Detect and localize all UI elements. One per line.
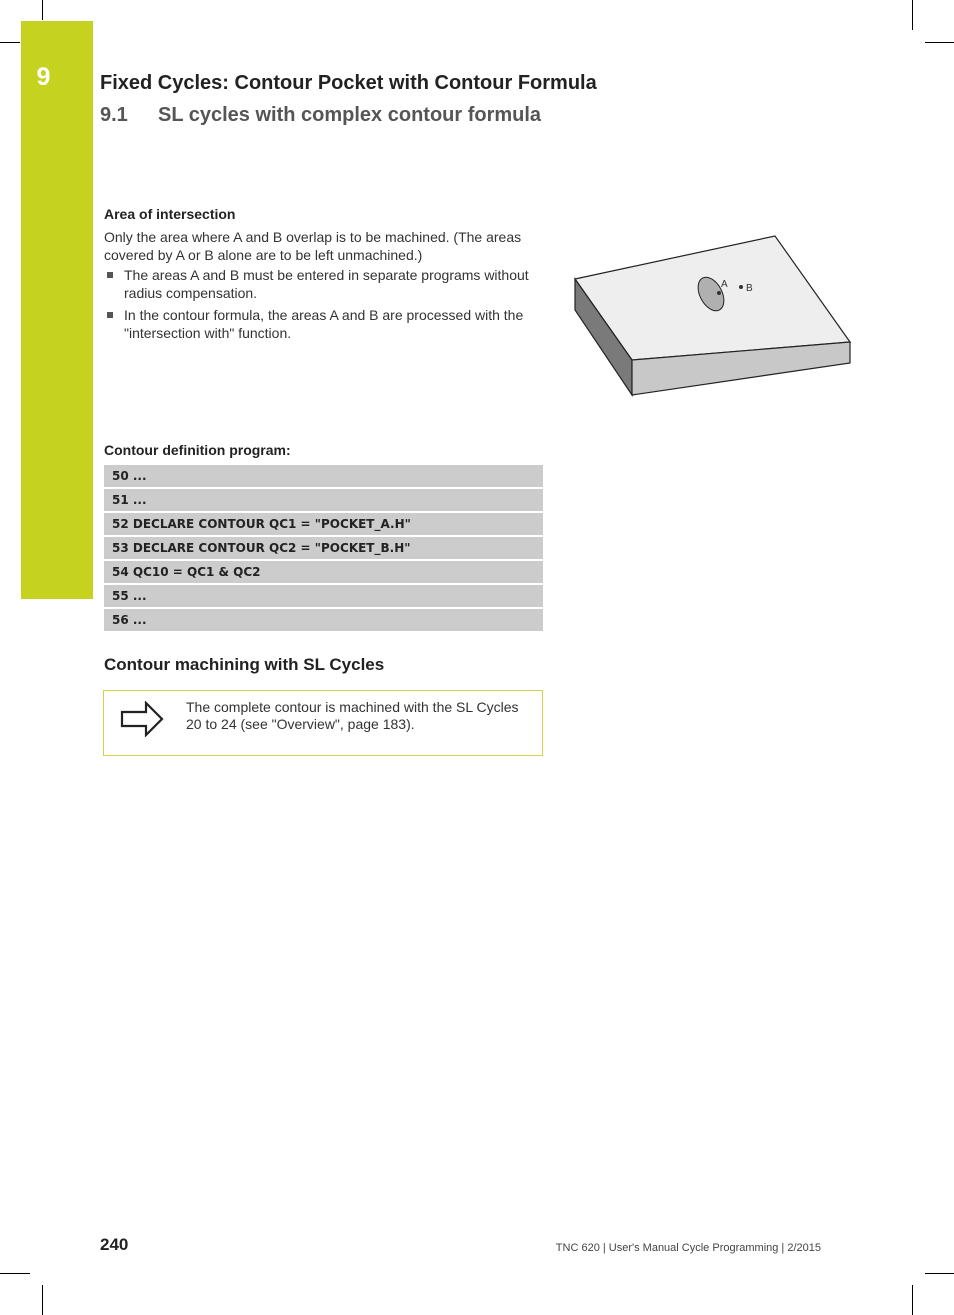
- code-line: 50 ...: [104, 465, 543, 487]
- chapter-tab: [21, 21, 93, 599]
- crop-mark: [912, 1285, 913, 1315]
- intersection-bullet-list: [104, 266, 544, 346]
- code-line: 53 DECLARE CONTOUR QC2 = "POCKET_B.H": [104, 537, 543, 559]
- crop-mark: [925, 1273, 954, 1274]
- point-a-dot: [717, 291, 721, 295]
- page-number: 240: [100, 1235, 129, 1254]
- section-title-text: SL cycles with complex contour formula: [158, 104, 542, 126]
- label-b: B: [746, 283, 753, 294]
- crop-mark: [0, 1273, 30, 1274]
- crop-mark: [925, 42, 954, 43]
- list-item: [104, 266, 544, 302]
- note-box: [103, 690, 543, 756]
- list-item: [104, 306, 544, 342]
- code-line: 54 QC10 = QC1 & QC2: [104, 561, 543, 583]
- list-item-text: The areas A and B must be entered in separate programs without radius compensation.: [124, 267, 529, 301]
- code-line: 56 ...: [104, 609, 543, 631]
- point-b-dot: [739, 285, 743, 289]
- intersection-heading: Area of intersection: [104, 206, 236, 222]
- crop-mark: [0, 42, 20, 43]
- crop-mark: [42, 0, 43, 20]
- section-number: 9.1: [100, 104, 128, 126]
- label-a: A: [721, 279, 728, 290]
- note-text: The complete contour is machined with the SL Cycles 20 to 24 (see "Overview", page 183).: [186, 699, 519, 732]
- code-table: [104, 465, 543, 633]
- crop-mark: [42, 1285, 43, 1315]
- intersection-intro: Only the area where A and B overlap is to be machined. (The areas covered by A or B alone are to be left unmachined.): [104, 229, 522, 263]
- footer-text: TNC 620 | User's Manual Cycle Programming | 2/2015: [555, 1242, 821, 1254]
- chapter-number: 9: [36, 63, 51, 91]
- section-title: [100, 104, 541, 127]
- bullet-square-icon: [107, 272, 113, 278]
- chapter-title: Fixed Cycles: Contour Pocket with Contour Formula: [100, 72, 597, 94]
- intersection-figure: [570, 230, 855, 400]
- code-line: 51 ...: [104, 489, 543, 511]
- code-line: 55 ...: [104, 585, 543, 607]
- list-item-text: In the contour formula, the areas A and B are processed with the "intersection with" function.: [124, 307, 524, 341]
- code-line: 52 DECLARE CONTOUR QC1 = "POCKET_A.H": [104, 513, 543, 535]
- program-heading: Contour definition program:: [104, 442, 291, 458]
- arrow-right-icon: [120, 701, 166, 737]
- bullet-square-icon: [107, 312, 113, 318]
- crop-mark: [912, 0, 913, 30]
- machining-heading: Contour machining with SL Cycles: [104, 655, 385, 674]
